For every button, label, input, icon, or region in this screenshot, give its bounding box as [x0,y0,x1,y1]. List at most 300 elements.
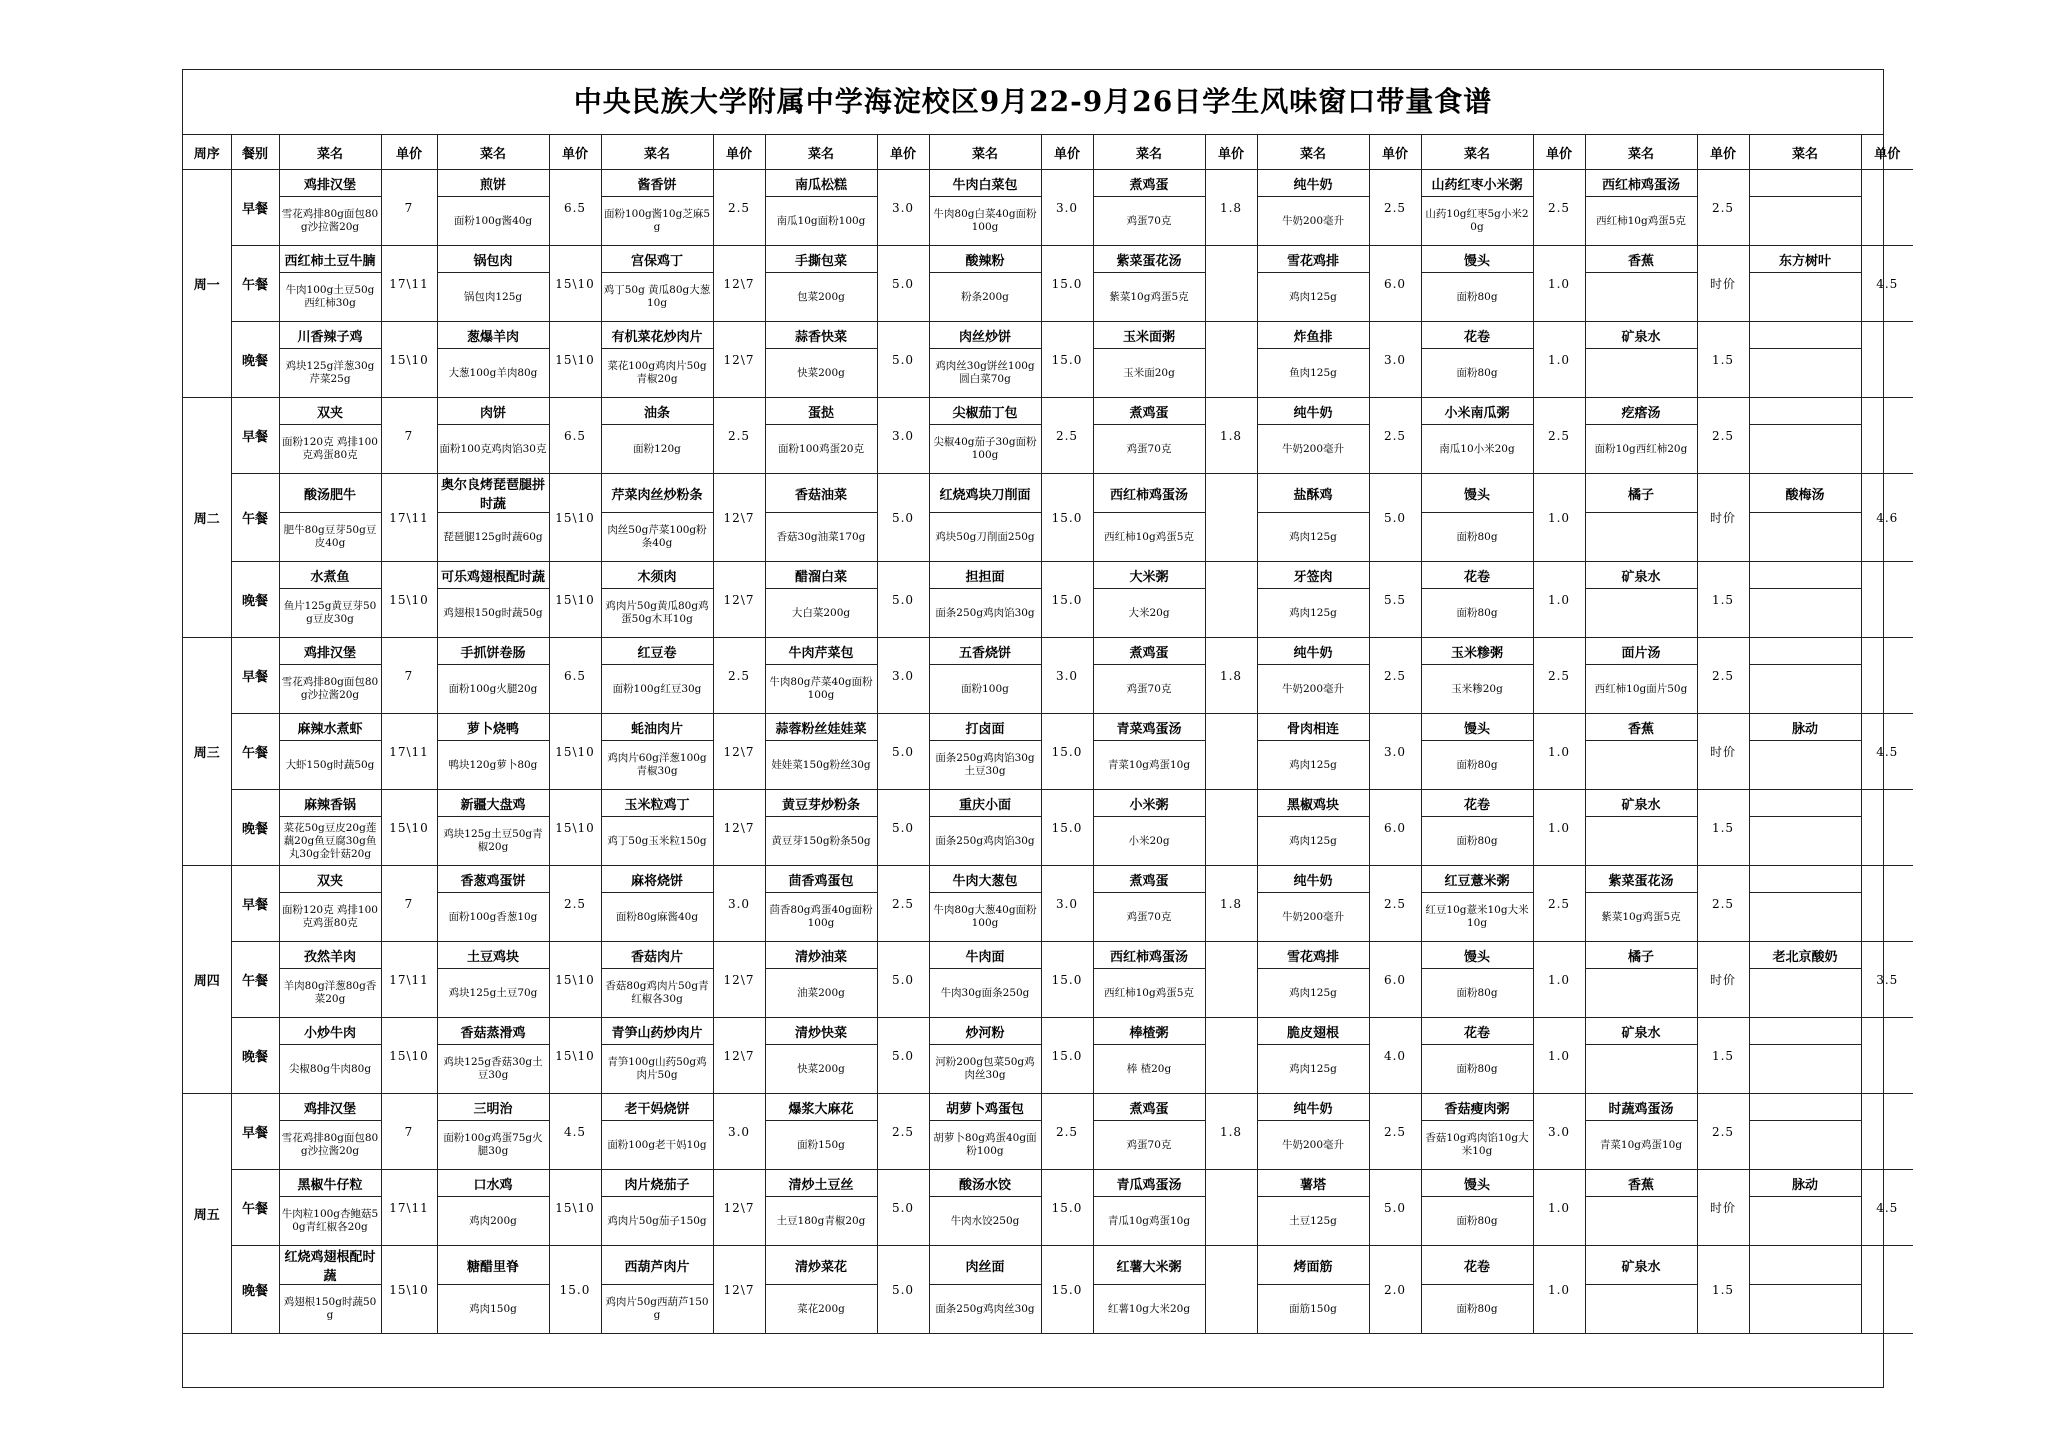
dish-price: 15\10 [549,942,601,1018]
dish-price: 时价 [1697,474,1749,562]
drink-price: 4.5 [1861,1170,1913,1246]
dish-ingredients: 牛肉80g白菜40g面粉100g [929,197,1041,246]
meal-row [183,942,1913,969]
dish-ingredients: 面粉100g酱40g [437,197,549,246]
dish-price: 1.0 [1533,1170,1585,1246]
drink-price: 3.5 [1861,942,1913,1018]
dish-price: 2.5 [1533,866,1585,942]
dish-price: 2.5 [549,866,601,942]
dish-price: 2.0 [1369,1246,1421,1334]
dish-ingredients: 面粉80g [1421,513,1533,562]
dish-ingredients: 面条250g鸡肉馅30g [929,817,1041,866]
drink-ingredients [1749,273,1861,322]
meal-label: 午餐 [231,1170,279,1246]
dish-name: 矿泉水 [1585,790,1697,817]
dish-price [1205,1246,1257,1334]
dish-ingredients: 雪花鸡排80g面包80g沙拉酱20g [279,665,381,714]
dish-price: 1.5 [1697,322,1749,398]
dish-name: 矿泉水 [1585,562,1697,589]
dish-name: 骨肉相连 [1257,714,1369,741]
dish-name: 木须肉 [601,562,713,589]
dish-ingredients: 牛肉水饺250g [929,1197,1041,1246]
dish-price: 2.5 [1697,398,1749,474]
dish-ingredients: 雪花鸡排80g面包80g沙拉酱20g [279,197,381,246]
dish-name: 紫菜蛋花汤 [1093,246,1205,273]
dish-price: 1.0 [1533,474,1585,562]
dish-price: 15.0 [549,1246,601,1334]
dish-name: 面片汤 [1585,638,1697,665]
dish-price: 1.8 [1205,638,1257,714]
dish-price [1205,714,1257,790]
dish-ingredients: 面粉150g [765,1121,877,1170]
dish-ingredients: 玉米面20g [1093,349,1205,398]
column-header: 菜名 [1749,135,1861,170]
dish-ingredients: 紫菜10g鸡蛋5克 [1585,893,1697,942]
dish-ingredients [1585,513,1697,562]
dish-price: 2.5 [1041,1094,1093,1170]
dish-price: 2.5 [1041,398,1093,474]
dish-ingredients [1585,1197,1697,1246]
dish-name: 馒头 [1421,474,1533,513]
dish-name: 雪花鸡排 [1257,942,1369,969]
dish-price: 15.0 [1041,790,1093,866]
dish-ingredients: 鸡肉125g [1257,1045,1369,1094]
dish-price: 4.5 [549,1094,601,1170]
dish-ingredients: 面粉100鸡蛋20克 [765,425,877,474]
dish-name: 红烧鸡翅根配时蔬 [279,1246,381,1285]
dish-name: 蒜蓉粉丝娃娃菜 [765,714,877,741]
dish-name: 芹菜肉丝炒粉条 [601,474,713,513]
dish-ingredients: 大白菜200g [765,589,877,638]
dish-ingredients: 牛奶200毫升 [1257,197,1369,246]
dish-name: 酱香饼 [601,170,713,197]
dish-ingredients: 快菜200g [765,349,877,398]
dish-name: 爆浆大麻花 [765,1094,877,1121]
meal-row [183,790,1913,817]
dish-name: 香蕉 [1585,246,1697,273]
dish-name: 香蕉 [1585,1170,1697,1197]
dish-ingredients: 面条250g鸡肉馅30g [929,589,1041,638]
dish-name: 黄豆芽炒粉条 [765,790,877,817]
dish-name: 口水鸡 [437,1170,549,1197]
dish-ingredients: 红薯10g大米20g [1093,1285,1205,1334]
dish-name: 香蕉 [1585,714,1697,741]
dish-name: 炸鱼排 [1257,322,1369,349]
dish-name: 红豆薏米粥 [1421,866,1533,893]
dish-price: 1.0 [1533,1018,1585,1094]
dish-price: 3.0 [1041,866,1093,942]
dish-price: 2.5 [1369,1094,1421,1170]
dish-price: 5.0 [877,1170,929,1246]
dish-ingredients [1585,969,1697,1018]
dish-price: 3.0 [713,866,765,942]
dish-price: 时价 [1697,1170,1749,1246]
meal-row [183,1018,1913,1045]
dish-name: 花卷 [1421,322,1533,349]
dish-price: 15.0 [1041,942,1093,1018]
dish-name: 牛肉面 [929,942,1041,969]
dish-ingredients: 粉条200g [929,273,1041,322]
dish-ingredients: 鸡丁50g玉米粒150g [601,817,713,866]
empty-cell [1749,589,1861,638]
dish-name: 可乐鸡翅根配时蔬 [437,562,549,589]
dish-name: 打卤面 [929,714,1041,741]
meal-label: 午餐 [231,714,279,790]
dish-name: 鸡排汉堡 [279,1094,381,1121]
dish-ingredients: 鸡肉片60g洋葱100g青椒30g [601,741,713,790]
dish-price: 6.5 [549,398,601,474]
empty-cell [1749,638,1861,665]
dish-ingredients: 南瓜10g面粉100g [765,197,877,246]
dish-ingredients: 面粉120克 鸡排100克鸡蛋80克 [279,893,381,942]
empty-cell [1749,425,1861,474]
dish-price: 3.0 [1369,322,1421,398]
dish-price: 15\10 [549,246,601,322]
dish-name: 小米南瓜粥 [1421,398,1533,425]
dish-name: 疙瘩汤 [1585,398,1697,425]
meal-row [183,1170,1913,1197]
column-header: 单价 [1533,135,1585,170]
dish-ingredients [1585,1285,1697,1334]
column-header: 菜名 [765,135,877,170]
dish-ingredients: 雪花鸡排80g面包80g沙拉酱20g [279,1121,381,1170]
page-title: 中央民族大学附属中学海淀校区9月22-9月26日学生风味窗口带量食谱 [183,70,1883,135]
dish-price: 5.0 [1369,474,1421,562]
dish-price: 15.0 [1041,322,1093,398]
dish-ingredients: 香菇30g油菜170g [765,513,877,562]
dish-price [1205,246,1257,322]
dish-price: 3.0 [1533,1094,1585,1170]
dish-name: 馒头 [1421,714,1533,741]
meal-row [183,1094,1913,1121]
dish-name: 西红柿土豆牛腩 [279,246,381,273]
dish-ingredients: 牛肉30g面条250g [929,969,1041,1018]
meal-label: 早餐 [231,398,279,474]
dish-name: 葱爆羊肉 [437,322,549,349]
dish-name: 脆皮翅根 [1257,1018,1369,1045]
dish-price: 3.0 [1041,170,1093,246]
dish-ingredients: 鸡肉125g [1257,741,1369,790]
dish-price: 时价 [1697,942,1749,1018]
dish-name: 尖椒茄丁包 [929,398,1041,425]
empty-cell [1861,398,1913,474]
dish-ingredients: 土豆125g [1257,1197,1369,1246]
dish-name: 矿泉水 [1585,322,1697,349]
dish-price: 1.8 [1205,1094,1257,1170]
dish-ingredients: 茴香80g鸡蛋40g面粉100g [765,893,877,942]
dish-ingredients: 鸡翅根150g时蔬50g [437,589,549,638]
dish-name: 红豆卷 [601,638,713,665]
dish-price: 2.5 [713,398,765,474]
empty-cell [1749,1094,1861,1121]
dish-name: 纯牛奶 [1257,866,1369,893]
dish-ingredients: 青笋100g山药50g鸡肉片50g [601,1045,713,1094]
dish-ingredients: 面粉80g [1421,1045,1533,1094]
dish-name: 锅包肉 [437,246,549,273]
dish-ingredients: 面粉100g红豆30g [601,665,713,714]
dish-price: 1.8 [1205,866,1257,942]
dish-price: 12\7 [713,1018,765,1094]
dish-name: 煮鸡蛋 [1093,170,1205,197]
dish-price: 7 [381,170,437,246]
dish-ingredients: 青菜10g鸡蛋10g [1093,741,1205,790]
drink-price: 4.5 [1861,714,1913,790]
dish-name: 纯牛奶 [1257,1094,1369,1121]
dish-ingredients: 鸡蛋70克 [1093,425,1205,474]
meal-row [183,638,1913,665]
meal-row [183,398,1913,425]
drink-ingredients [1749,969,1861,1018]
dish-ingredients: 面筋150g [1257,1285,1369,1334]
dish-ingredients: 鸡肉125g [1257,817,1369,866]
day-label: 周二 [183,398,231,638]
dish-name: 麻辣水煮虾 [279,714,381,741]
dish-ingredients: 娃娃菜150g粉丝30g [765,741,877,790]
dish-price: 12\7 [713,1170,765,1246]
day-label: 周一 [183,170,231,398]
dish-name: 五香烧饼 [929,638,1041,665]
dish-price: 时价 [1697,714,1749,790]
dish-name: 青笋山药炒肉片 [601,1018,713,1045]
dish-price: 5.0 [877,1246,929,1334]
dish-price: 2.5 [1697,1094,1749,1170]
meal-label: 晚餐 [231,1018,279,1094]
dish-price: 17\11 [381,246,437,322]
dish-ingredients: 西红柿10g鸡蛋5克 [1093,513,1205,562]
dish-price: 7 [381,866,437,942]
dish-ingredients: 牛肉80g芹菜40g面粉100g [765,665,877,714]
dish-ingredients: 油菜200g [765,969,877,1018]
dish-name: 萝卜烧鸭 [437,714,549,741]
dish-ingredients: 包菜200g [765,273,877,322]
dish-name: 西红柿鸡蛋汤 [1093,474,1205,513]
dish-name: 鸡排汉堡 [279,170,381,197]
drink-name: 酸梅汤 [1749,474,1861,513]
empty-cell [1749,1045,1861,1094]
dish-name: 酸汤肥牛 [279,474,381,513]
dish-price: 2.5 [1697,866,1749,942]
dish-name: 西葫芦肉片 [601,1246,713,1285]
dish-price: 12\7 [713,562,765,638]
empty-cell [1749,665,1861,714]
dish-name: 棒楂粥 [1093,1018,1205,1045]
dish-ingredients: 面粉100g酱10g芝麻5g [601,197,713,246]
dish-ingredients: 鸡肉200g [437,1197,549,1246]
dish-name: 青瓜鸡蛋汤 [1093,1170,1205,1197]
column-header: 周序 [183,135,231,170]
dish-price: 3.0 [877,170,929,246]
dish-name: 煮鸡蛋 [1093,638,1205,665]
empty-cell [1861,1094,1913,1170]
drink-name: 老北京酸奶 [1749,942,1861,969]
dish-ingredients: 肉丝50g芹菜100g粉条40g [601,513,713,562]
dish-name: 醋溜白菜 [765,562,877,589]
dish-price: 17\11 [381,1170,437,1246]
dish-price: 15\10 [549,322,601,398]
meal-label: 晚餐 [231,790,279,866]
dish-name: 老干妈烧饼 [601,1094,713,1121]
empty-cell [1749,790,1861,817]
meal-row [183,1246,1913,1285]
dish-name: 炒河粉 [929,1018,1041,1045]
dish-price [1205,1018,1257,1094]
dish-name: 蚝油肉片 [601,714,713,741]
dish-price: 1.0 [1533,714,1585,790]
dish-price: 2.5 [1533,170,1585,246]
menu-table [183,135,1913,1334]
dish-name: 川香辣子鸡 [279,322,381,349]
column-header: 菜名 [437,135,549,170]
dish-name: 玉米粒鸡丁 [601,790,713,817]
dish-ingredients: 鱼片125g黄豆芽50g豆皮30g [279,589,381,638]
dish-ingredients: 鸡块125g土豆70g [437,969,549,1018]
empty-cell [1749,562,1861,589]
dish-price: 6.0 [1369,790,1421,866]
dish-name: 馒头 [1421,246,1533,273]
dish-name: 煮鸡蛋 [1093,398,1205,425]
empty-cell [1749,817,1861,866]
dish-ingredients: 青菜10g鸡蛋10g [1585,1121,1697,1170]
dish-name: 橘子 [1585,474,1697,513]
dish-price: 2.5 [1369,170,1421,246]
empty-cell [1749,893,1861,942]
dish-name: 青菜鸡蛋汤 [1093,714,1205,741]
dish-price: 4.0 [1369,1018,1421,1094]
meal-row [183,322,1913,349]
dish-ingredients: 面粉80g [1421,589,1533,638]
dish-ingredients: 鸡肉125g [1257,969,1369,1018]
dish-name: 手撕包菜 [765,246,877,273]
dish-price [1205,474,1257,562]
dish-price: 15\10 [381,790,437,866]
dish-price: 12\7 [713,714,765,790]
dish-ingredients: 鸡蛋70克 [1093,665,1205,714]
dish-ingredients: 面粉80g [1421,969,1533,1018]
column-header: 单价 [1205,135,1257,170]
dish-price: 3.0 [713,1094,765,1170]
dish-ingredients: 牛奶200毫升 [1257,893,1369,942]
drink-price: 4.6 [1861,474,1913,562]
dish-price: 1.0 [1533,322,1585,398]
dish-ingredients: 菜花100g鸡肉片50g青椒20g [601,349,713,398]
dish-name: 茴香鸡蛋包 [765,866,877,893]
dish-name: 纯牛奶 [1257,170,1369,197]
dish-name: 雪花鸡排 [1257,246,1369,273]
dish-ingredients: 鸡肉125g [1257,589,1369,638]
dish-ingredients: 锅包肉125g [437,273,549,322]
dish-ingredients: 山药10g红枣5g小米20g [1421,197,1533,246]
dish-name: 新疆大盘鸡 [437,790,549,817]
dish-ingredients [1585,1045,1697,1094]
dish-name: 薯塔 [1257,1170,1369,1197]
dish-ingredients: 牛肉80g大葱40g面粉100g [929,893,1041,942]
dish-name: 蛋挞 [765,398,877,425]
dish-name: 小米粥 [1093,790,1205,817]
dish-price: 15.0 [1041,1018,1093,1094]
dish-price: 5.5 [1369,562,1421,638]
dish-name: 手抓饼卷肠 [437,638,549,665]
dish-price: 5.0 [877,322,929,398]
day-label: 周四 [183,866,231,1094]
empty-cell [1749,197,1861,246]
empty-cell [1861,866,1913,942]
drink-name: 脉动 [1749,1170,1861,1197]
column-header: 餐别 [231,135,279,170]
dish-name: 南瓜松糕 [765,170,877,197]
dish-price [1205,562,1257,638]
dish-name: 孜然羊肉 [279,942,381,969]
dish-ingredients: 面粉120g [601,425,713,474]
dish-price: 2.5 [1697,170,1749,246]
column-header: 单价 [1041,135,1093,170]
dish-ingredients: 鸡肉片50g西葫芦150g [601,1285,713,1334]
dish-name: 矿泉水 [1585,1018,1697,1045]
dish-price: 15\10 [549,790,601,866]
menu-sheet [182,69,1901,1388]
dish-price: 7 [381,398,437,474]
dish-ingredients: 大葱100g羊肉80g [437,349,549,398]
dish-ingredients: 面粉80g [1421,273,1533,322]
dish-name: 麻将烧饼 [601,866,713,893]
dish-name: 担担面 [929,562,1041,589]
dish-ingredients: 鸡块125g洋葱30g芹菜25g [279,349,381,398]
dish-ingredients: 鸡块125g香菇30g土豆30g [437,1045,549,1094]
dish-name: 土豆鸡块 [437,942,549,969]
empty-cell [1861,562,1913,638]
meal-label: 晚餐 [231,322,279,398]
dish-ingredients: 菜花200g [765,1285,877,1334]
dish-name: 鸡排汉堡 [279,638,381,665]
meal-label: 早餐 [231,638,279,714]
dish-name: 花卷 [1421,1018,1533,1045]
drink-name: 脉动 [1749,714,1861,741]
dish-name: 香菇瘦肉粥 [1421,1094,1533,1121]
dish-ingredients: 面粉10g西红柿20g [1585,425,1697,474]
dish-name: 奥尔良烤琵琶腿拼时蔬 [437,474,549,513]
dish-price: 12\7 [713,322,765,398]
drink-price: 4.5 [1861,246,1913,322]
dish-ingredients: 鸡丁50g 黄瓜80g大葱10g [601,273,713,322]
dish-name: 黑椒牛仔粒 [279,1170,381,1197]
dish-ingredients: 面粉100克鸡肉馅30克 [437,425,549,474]
column-header: 单价 [1697,135,1749,170]
dish-price: 2.5 [713,170,765,246]
dish-name: 纯牛奶 [1257,398,1369,425]
column-header: 单价 [549,135,601,170]
dish-ingredients: 羊肉80g洋葱80g香菜20g [279,969,381,1018]
meal-row [183,170,1913,197]
meal-row [183,866,1913,893]
dish-name: 西红柿鸡蛋汤 [1093,942,1205,969]
dish-ingredients: 鸡蛋70克 [1093,1121,1205,1170]
dish-name: 酸辣粉 [929,246,1041,273]
dish-price: 2.5 [1369,866,1421,942]
dish-ingredients: 鸡肉125g [1257,513,1369,562]
dish-name: 煮鸡蛋 [1093,866,1205,893]
dish-ingredients: 面粉100g鸡蛋75g火腿30g [437,1121,549,1170]
dish-name: 香葱鸡蛋饼 [437,866,549,893]
dish-ingredients: 红豆10g薏米10g大米10g [1421,893,1533,942]
column-header: 单价 [877,135,929,170]
empty-cell [1749,1121,1861,1170]
dish-name: 麻辣香锅 [279,790,381,817]
meal-label: 晚餐 [231,562,279,638]
dish-ingredients [1585,273,1697,322]
dish-price: 5.0 [877,942,929,1018]
dish-ingredients: 面条250g鸡肉丝30g [929,1285,1041,1334]
dish-ingredients: 鸡肉片50g茄子150g [601,1197,713,1246]
dish-ingredients: 鱼肉125g [1257,349,1369,398]
